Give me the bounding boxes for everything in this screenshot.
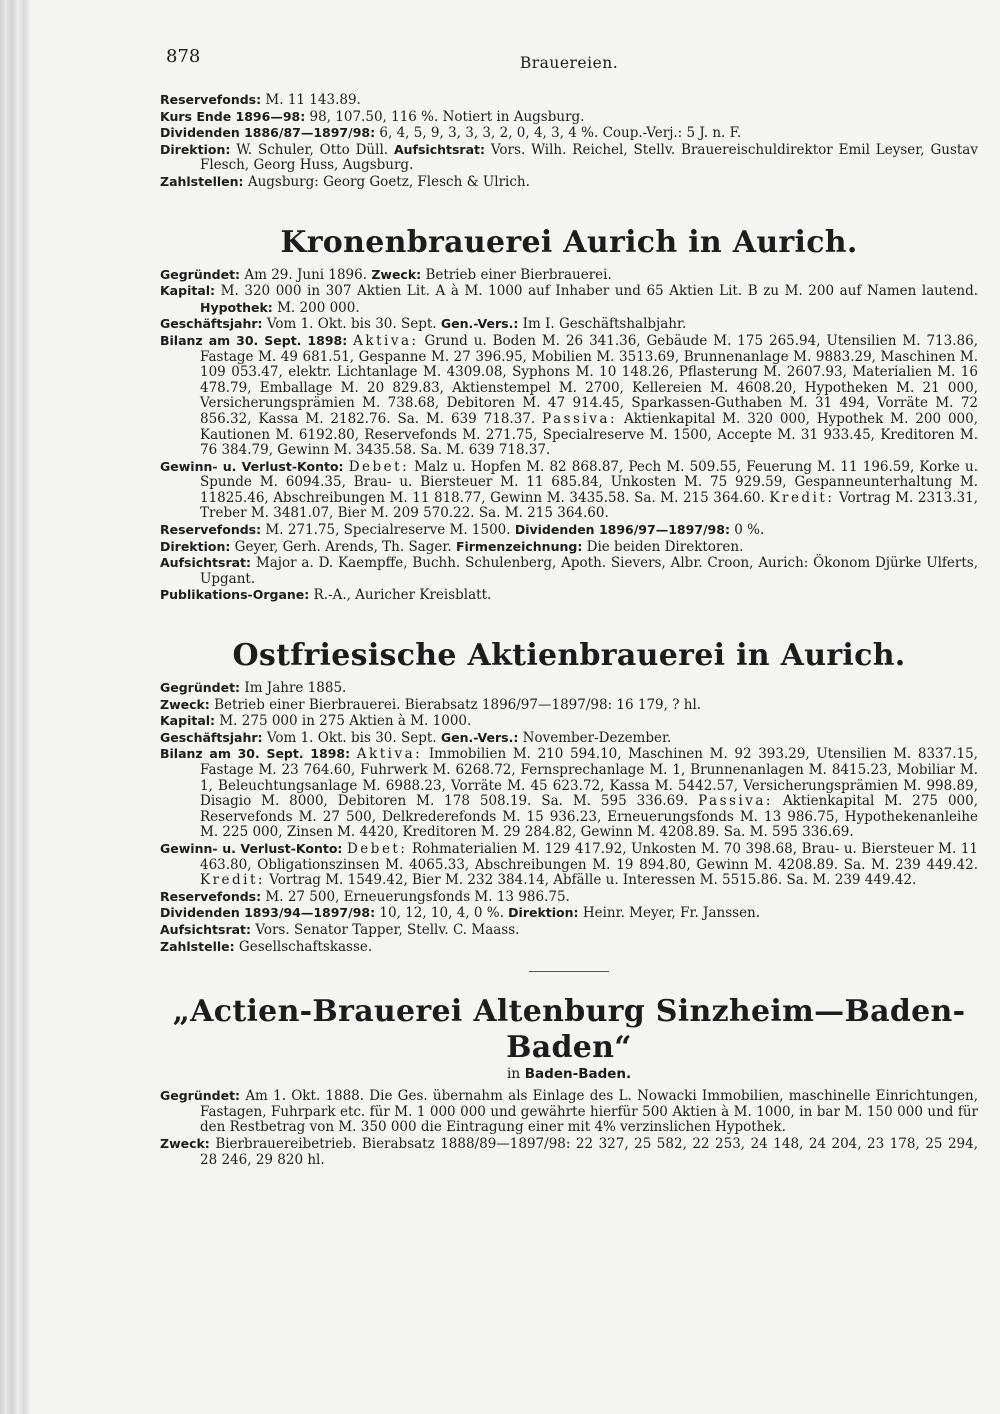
field-text: Bierbrauereibetrieb. Bierabsatz 1888/89—1897/98: 22 327, 25 582, 22 253, 24 148, 24 204, 23 178, 25 294, 28 246, 29 820 hl. xyxy=(200,1135,978,1168)
kredit-label: Kredit: xyxy=(769,489,835,506)
passiva-text: Aktienkapital M. 320 000, Hypothek M. 200 000, Kautionen M. 6192.80, Reservefonds M. 271.75, Specialreserve M. 1500, Accepte M. 31 933.45, Kreditoren M. 76 384.79, Gewinn M. 3435.58. Sa. M. 639 718.37. xyxy=(200,410,979,459)
entry-direktion xyxy=(160,142,978,174)
field-label: Zweck: xyxy=(160,1135,210,1151)
field-label: Gewinn- u. Verlust-Konto: xyxy=(160,840,343,856)
company-title: Ostfriesische Aktienbrauerei in Aurich. xyxy=(232,638,906,674)
field-text: 6, 4, 5, 9, 3, 3, 3, 2, 0, 4, 3, 4 %. Coup.-Verj.: 5 J. n. F. xyxy=(379,125,742,142)
field-text: Vors. Senator Tapper, Stellv. C. Maass. xyxy=(255,921,520,938)
debet-label: Debet: xyxy=(346,840,408,857)
debet-text: Rohmaterialien M. 129 417.92, Unkosten M. 70 398.68, Brau- u. Biersteuer M. 11 463.80, Obligationszinsen M. 4065.33, Abschreibungen M. 19 894.80, Gewinn M. 4208.89. Sa. M. 239 449.42. xyxy=(200,840,978,873)
entry-reservefonds xyxy=(160,522,978,539)
entry-geschaeftsjahr xyxy=(160,316,978,333)
field-text: Vom 1. Okt. bis 30. Sept. xyxy=(266,729,437,746)
entry-kapital xyxy=(160,283,978,316)
field-label: Gegründet: xyxy=(160,1088,241,1104)
entry-dividenden xyxy=(160,905,978,922)
document-page xyxy=(160,40,978,1168)
field-label: Geschäftsjahr: xyxy=(160,729,263,745)
entry-kurs xyxy=(160,109,978,126)
entry-publikation xyxy=(160,587,978,604)
field-text: W. Schuler, Otto Düll. xyxy=(236,141,389,158)
field-label: Zahlstelle: xyxy=(160,938,235,954)
entry-direktion xyxy=(160,539,978,556)
field-text: Vom 1. Okt. bis 30. Sept. xyxy=(266,316,437,333)
entry-kapital xyxy=(160,713,978,730)
field-text: Major a. D. Kaempffe, Buchh. Schulenberg, Apoth. Sievers, Albr. Croon, Aurich: Ökonom Djürke Ulferts, Upgant. xyxy=(200,555,978,587)
field-text: 0 %. xyxy=(734,522,765,539)
field-label: Dividenden 1893/94—1897/98: xyxy=(160,905,376,921)
entry-gegruendet xyxy=(160,267,978,284)
passiva-label: Passiva: xyxy=(698,793,773,810)
field-label: Gegründet: xyxy=(160,266,241,282)
entry-zweck xyxy=(160,1136,978,1168)
field-label: Aufsichtsrat: xyxy=(160,921,252,937)
field-text: Am 29. Juni 1896. xyxy=(244,266,368,283)
entry-dividenden xyxy=(160,125,978,142)
field-text: Gesellschaftskasse. xyxy=(238,938,373,955)
field-label: Bilanz am 30. Sept. 1898: xyxy=(160,746,351,762)
entry-gewinn-verlust xyxy=(160,841,978,889)
field-label: Aufsichtsrat: xyxy=(393,141,486,157)
debet-text: Malz u. Hopfen M. 82 868.87, Pech M. 509.55, Feuerung M. 11 196.59, Korke u. Spunde M. 6094.35, Brau- u. Biersteuer M. 11 685.84, Unkosten M. 75 929.59, Gespanneunterhaltung M. 11825.46, Abschreibungen M. 11 818.77, Gewinn M. 3435.58. Sa. M. 215 364.60. xyxy=(200,458,979,506)
field-label: Direktion: xyxy=(508,905,579,921)
field-text: M. 11 143.89. xyxy=(265,92,361,108)
field-text: 10, 12, 10, 4, 0 %. xyxy=(379,905,504,922)
field-text: Geyer, Gerh. Arends, Th. Sager. xyxy=(234,538,452,555)
field-text: Am 1. Okt. 1888. Die Ges. übernahm als Einlage des L. Nowacki Immobilien, maschinelle Einrichtungen, Fastagen, Fuhrpark etc. für M. 1 000 000 und gewährte hierfür 500 Aktien à M. 1000, in bar M. 150 000 und für den Restbetrag von M. 350 000 die Eintragung einer mit 4% verzinslichen Hypothek. xyxy=(200,1088,978,1136)
field-label: Gegründet: xyxy=(160,680,241,696)
passiva-text: Aktienkapital M. 275 000, Reservefonds M. 27 500, Delkrederefonds M. 15 936.23, Erneuerungsfonds M. 13 986.75, Hypothekenanleihe M. 225 000, Zinsen M. 4420, Kreditoren M. 29 284.82, Gewinn M. 4208.89. Sa. M. 595 336.69. xyxy=(200,793,978,841)
company-actien-brauerei-altenburg xyxy=(160,994,978,1168)
page-number: 878 xyxy=(166,46,201,67)
aktiva-text: Grund u. Boden M. 26 341.36, Gebäude M. 175 265.94, Utensilien M. 713.86, Fastage M. 49 681.51, Gespanne M. 27 396.95, Mobilien M. 3513.69, Brunnenanlage M. 9883.29, Maschinen M. 109 053.47, elektr. Lichtanlage M. 4309.08, Syphons M. 10 148.26, Pflasterung M. 2607.93, Materialien M. 16 478.79, Emballage M. 20 829.83, Aktienstempel M. 2700, Kellereien M. 4608.20, Hypotheken M. 21 000, Versicherungsprämien M. 738.68, Debitoren M. 47 914.45, Sparkassen-Guthaben M. 31 494, Vorräte M. 72 856.32, Kassa M. 2182.76. Sa. M. 639 718.37. xyxy=(200,332,978,427)
running-title: Brauereien. xyxy=(519,54,619,72)
field-text: 98, 107.50, 116 %. Notiert in Augsburg. xyxy=(309,108,585,125)
entry-geschaeftsjahr xyxy=(160,730,978,747)
field-text: Augsburg: Georg Goetz, Flesch & Ulrich. xyxy=(247,173,530,190)
field-label: Geschäftsjahr: xyxy=(160,316,263,332)
field-text: Im Jahre 1885. xyxy=(244,680,347,697)
field-text: M. 271.75, Specialreserve M. 1500. xyxy=(265,522,511,539)
entry-gegruendet xyxy=(160,680,978,697)
company-title: Kronenbrauerei Aurich in Aurich. xyxy=(280,224,858,260)
field-text: Betrieb einer Bierbrauerei. Bierabsatz 1896/97—1897/98: 16 179, ? hl. xyxy=(214,696,702,713)
field-text: Vors. Wilh. Reichel, Stellv. Brauereischuldirektor Emil Leyser, Gustav Flesch, Georg Huss, Augsburg. xyxy=(200,141,978,174)
kredit-label: Kredit: xyxy=(200,872,265,889)
company-kronenbrauerei-aurich xyxy=(160,225,978,604)
field-text: November-Dezember. xyxy=(522,729,672,746)
entry-gewinn-verlust xyxy=(160,459,978,522)
field-label: Reservefonds: xyxy=(160,92,262,107)
previous-entry-tail xyxy=(160,92,978,191)
field-label: Dividenden 1886/87—1897/98: xyxy=(160,125,376,141)
field-label: Kurs Ende 1896—98: xyxy=(160,108,306,124)
kredit-text: Vortrag M. 2313.31, Treber M. 3481.07, Bier M. 209 570.22. Sa. M. 215 364.60. xyxy=(200,489,978,522)
field-text: M. 27 500, Erneuerungsfonds M. 13 986.75. xyxy=(265,888,570,905)
entry-bilanz xyxy=(160,746,978,841)
entry-aufsichtsrat xyxy=(160,555,978,587)
field-text: R.-A., Auricher Kreisblatt. xyxy=(313,587,492,604)
field-label: Hypothek: xyxy=(200,299,273,315)
company-location xyxy=(160,1066,978,1082)
field-text: Die beiden Direktoren. xyxy=(586,538,744,555)
in-word: in xyxy=(506,1066,521,1083)
entry-gegruendet xyxy=(160,1088,978,1136)
field-text: M. 275 000 in 275 Aktien à M. 1000. xyxy=(219,713,472,730)
field-text: Heinr. Meyer, Fr. Janssen. xyxy=(582,905,761,922)
entry-bilanz xyxy=(160,333,978,459)
field-label: Aufsichtsrat: xyxy=(160,555,252,571)
field-label: Gewinn- u. Verlust-Konto: xyxy=(160,458,344,474)
company-title: „Actien-Brauerei Altenburg Sinzheim—Baden-Baden“ xyxy=(172,994,966,1066)
field-label: Direktion: xyxy=(160,141,231,157)
company-ostfriesische-aktienbrauerei xyxy=(160,638,978,955)
passiva-label: Passiva: xyxy=(542,410,618,427)
field-label: Kapital: xyxy=(160,713,216,729)
aktiva-label: Aktiva: xyxy=(356,746,423,763)
field-label: Reservefonds: xyxy=(160,522,262,538)
field-text: Betrieb einer Bierbrauerei. xyxy=(425,266,612,283)
location-name: Baden-Baden. xyxy=(524,1066,632,1083)
field-label: Publikations-Organe: xyxy=(160,587,310,603)
field-label: Zahlstellen: xyxy=(160,173,244,189)
field-label: Zweck: xyxy=(160,696,210,712)
entry-reservefonds xyxy=(160,889,978,906)
field-label: Direktion: xyxy=(160,538,231,554)
field-label: Gen.-Vers.: xyxy=(440,316,519,332)
field-label: Kapital: xyxy=(160,283,216,299)
field-label: Gen.-Vers.: xyxy=(440,729,519,745)
section-divider xyxy=(529,971,609,972)
entry-zahlstelle xyxy=(160,939,978,956)
running-header xyxy=(160,40,978,74)
field-label: Dividenden 1896/97—1897/98: xyxy=(514,522,730,538)
debet-label: Debet: xyxy=(348,458,410,475)
entry-aufsichtsrat xyxy=(160,922,978,939)
field-label: Bilanz am 30. Sept. 1898: xyxy=(160,332,348,348)
aktiva-label: Aktiva: xyxy=(353,332,419,349)
entry-zahlstellen xyxy=(160,174,978,191)
field-text: M. 320 000 in 307 Aktien Lit. A à M. 1000 auf Inhaber und 65 Aktien Lit. B zu M. 200 auf Namen lautend. xyxy=(220,283,978,300)
field-text: M. 200 000. xyxy=(277,299,360,316)
book-binding-edge xyxy=(0,0,30,1414)
field-label: Zweck: xyxy=(371,266,422,282)
aktiva-text: Immobilien M. 210 594.10, Maschinen M. 92 393.29, Utensilien M. 8337.15, Fastage M. 23 764.60, Fuhrwerk M. 6268.72, Fernsprechanlage M. 1, Brunnenanlagen M. 8415.23, Mobiliar M. 1, Beleuchtungsanlage M. 6988.23, Vorräte M. 45 623.72, Kassa M. 5442.57, Versicherungsprämien M. 998.89, Disagio M. 8000, Debitoren M. 178 508.19. Sa. M. 595 336.69. xyxy=(200,746,978,810)
entry-reservefonds xyxy=(160,92,978,109)
field-label: Firmenzeichnung: xyxy=(455,538,583,554)
field-text: Im I. Geschäftshalbjahr. xyxy=(522,316,687,333)
entry-zweck xyxy=(160,697,978,714)
kredit-text: Vortrag M. 1549.42, Bier M. 232 384.14, Abfälle u. Interessen M. 5515.86. Sa. M. 239 449.42. xyxy=(269,872,917,889)
field-label: Reservefonds: xyxy=(160,888,262,904)
